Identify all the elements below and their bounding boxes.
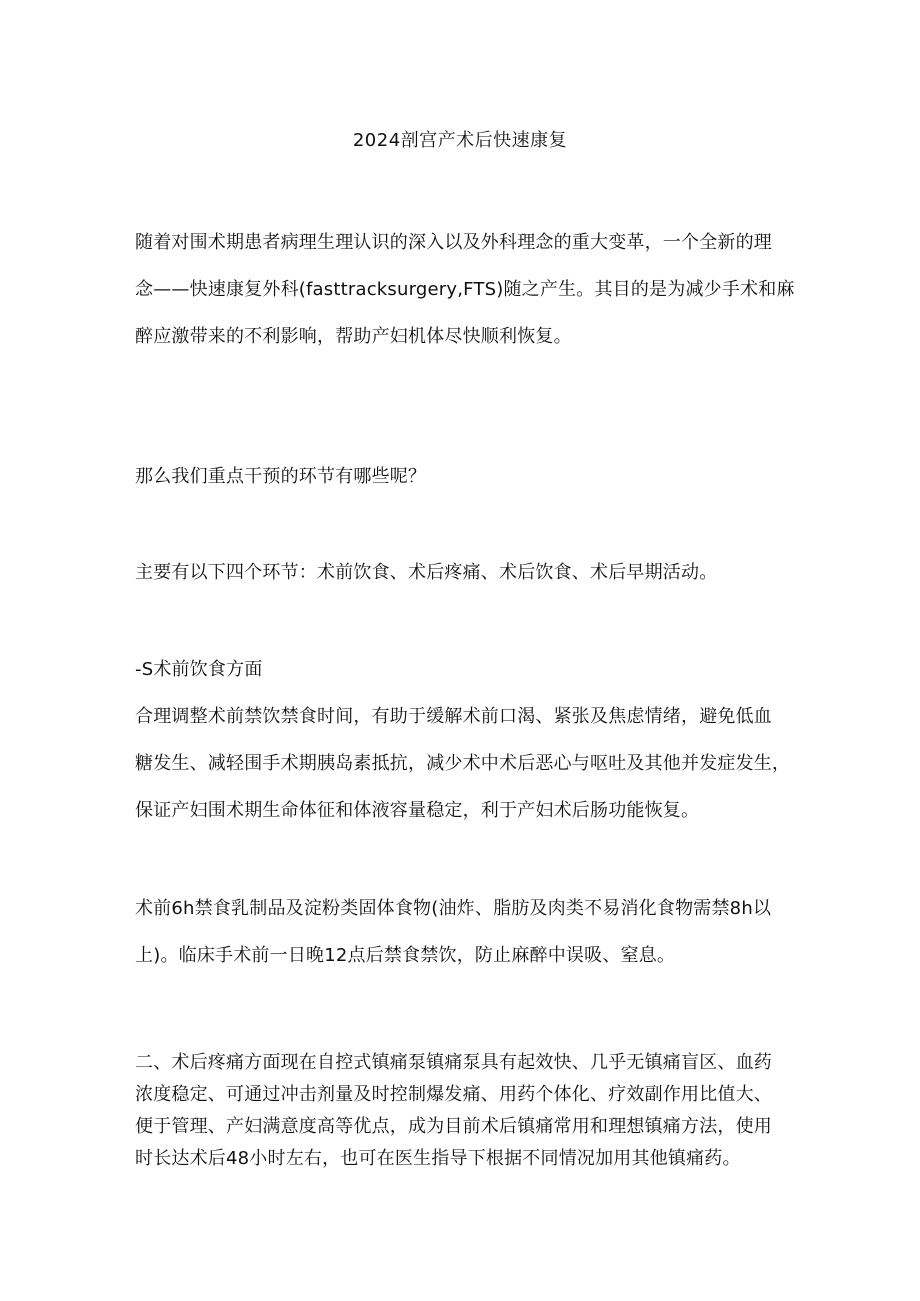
section1-detail	[135, 885, 805, 979]
section2-line: 便于管理、产妇满意度高等优点，成为目前术后镇痛常用和理想镇痛方法，使用	[135, 1116, 772, 1137]
section1-paragraph	[135, 693, 805, 834]
document-title: 2024剖宫产术后快速康复	[352, 130, 568, 151]
section1-line: 合理调整术前禁饮禁食时间，有助于缓解术前口渴、紧张及焦虑情绪，避免低血	[135, 706, 772, 727]
section2-line: 时长达术后48小时左右，也可在医生指导下根据不同情况加用其他镇痛药。	[135, 1148, 741, 1169]
section2-paragraph	[135, 1047, 805, 1175]
question-text: 那么我们重点干预的环节有哪些呢？	[135, 466, 427, 487]
intro-line: 醉应激带来的不利影响，帮助产妇机体尽快顺利恢复。	[135, 326, 572, 347]
section1-line: 糖发生、减轻围手术期胰岛素抵抗，减少术中术后恶心与呕吐及其他并发症发生，	[135, 753, 791, 774]
intro-paragraph	[135, 219, 805, 360]
section2-line: 二、术后疼痛方面现在自控式镇痛泵镇痛泵具有起效快、几乎无镇痛盲区、血药	[135, 1052, 772, 1073]
section1-heading: -S术前饮食方面	[135, 659, 263, 680]
section1-detail-line: 术前6h禁食乳制品及淀粉类固体食物(油炸、脂肪及肉类不易消化食物需禁8h以	[135, 898, 772, 919]
overview-text: 主要有以下四个环节：术前饮食、术后疼痛、术后饮食、术后早期活动。	[135, 562, 718, 583]
intro-line: 念——快速康复外科(fasttracksurgery,FTS)随之产生。其目的是为减少手术和麻	[135, 279, 795, 300]
intro-line: 随着对围术期患者病理生理认识的深入以及外科理念的重大变革，一个全新的理	[135, 232, 772, 253]
section2-line: 浓度稳定、可通过冲击剂量及时控制爆发痛、用药个体化、疗效副作用比值大、	[135, 1084, 772, 1105]
section1-detail-line: 上)。临床手术前一日晚12点后禁食禁饮，防止麻醉中误吸、窒息。	[135, 945, 676, 966]
section1-line: 保证产妇围术期生命体征和体液容量稳定，利于产妇术后肠功能恢复。	[135, 800, 700, 821]
